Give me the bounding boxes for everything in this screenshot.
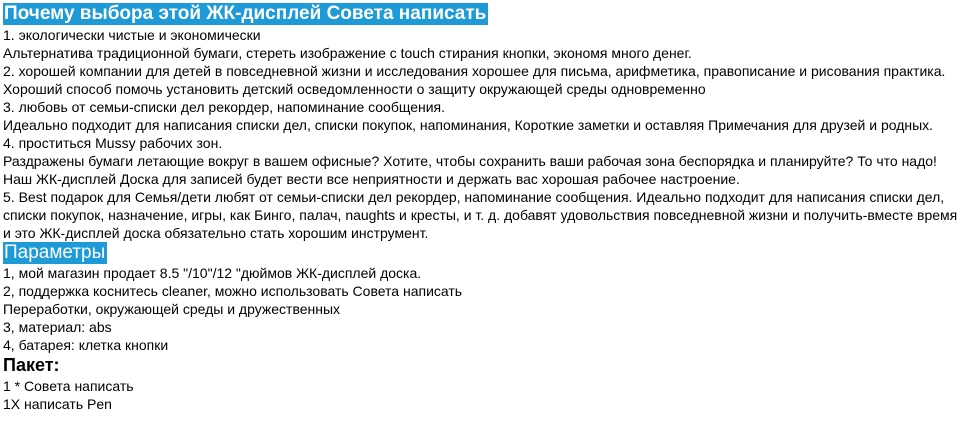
why-line-6: 4. проститься Mussy рабочих зон. <box>3 135 223 151</box>
why-line-8: Наш ЖК-дисплей Доска для записей будет вести все неприятности и держать вас хорошая рабочее настроение. <box>3 171 740 187</box>
section-package-body <box>3 377 960 413</box>
why-line-4: 3. любовь от семьи-списки дел рекордер, напоминание сообщения. <box>3 99 446 115</box>
why-line-1: 1. экологически чистые и экономически <box>3 27 261 43</box>
why-line-5: Идеально подходит для написания списки дел, списки покупок, напоминания, Короткие заметки и оставляя Примечания для друзей и родных. <box>3 117 934 133</box>
param-line-3: Переработки, окружающей среды и дружественных <box>3 301 341 317</box>
section-why-body <box>3 26 960 242</box>
param-line-2: 2, поддержка коснитесь cleaner, можно использовать Совета написать <box>3 283 463 299</box>
product-description <box>3 0 960 413</box>
param-line-5: 4, батарея: клетка кнопки <box>3 337 169 353</box>
section-parameters-body <box>3 264 960 354</box>
section-heading-parameters: Параметры <box>4 242 106 263</box>
why-line-3: 2. хорошей компании для детей в повседневной жизни и исследования хорошее для письма, арифметика, правописание и рисования практика. Хороший способ помочь установить детский осведомленности о защиту окружающей среды одновременно <box>3 63 946 97</box>
section-heading-why: Почему выбора этой ЖК-дисплей Совета написать <box>4 3 487 24</box>
package-line-1: 1 * Совета написать <box>3 378 134 394</box>
param-line-1: 1, мой магазин продает 8.5 "/10"/12 "дюймов ЖК-дисплей доска. <box>3 265 422 281</box>
why-line-2: Альтернатива традиционной бумаги, стереть изображение с touch стирания кнопки, экономя много денег. <box>3 45 692 61</box>
why-line-9: 5. Best подарок для Семья/дети любят от семьи-списки дел рекордер, напоминание сообщения. Идеально подходит для написания списки дел, списки покупок, назначение, игры, как Бинго, палач, naughts и кресты, и т. д. добавят удовольствия повседневной жизни и получить-вместе время и это ЖК-дисплей доска обязательно стать хорошим инструмент. <box>3 189 958 241</box>
param-line-4: 3, материал: abs <box>3 319 112 335</box>
section-heading-package: Пакет: <box>3 355 60 375</box>
package-line-2: 1X написать Pen <box>3 396 112 412</box>
why-line-7: Раздражены бумаги летающие вокруг в вашем офисные? Хотите, чтобы сохранить ваши рабочая зона беспорядка и планируйте? То что надо! <box>3 153 937 169</box>
